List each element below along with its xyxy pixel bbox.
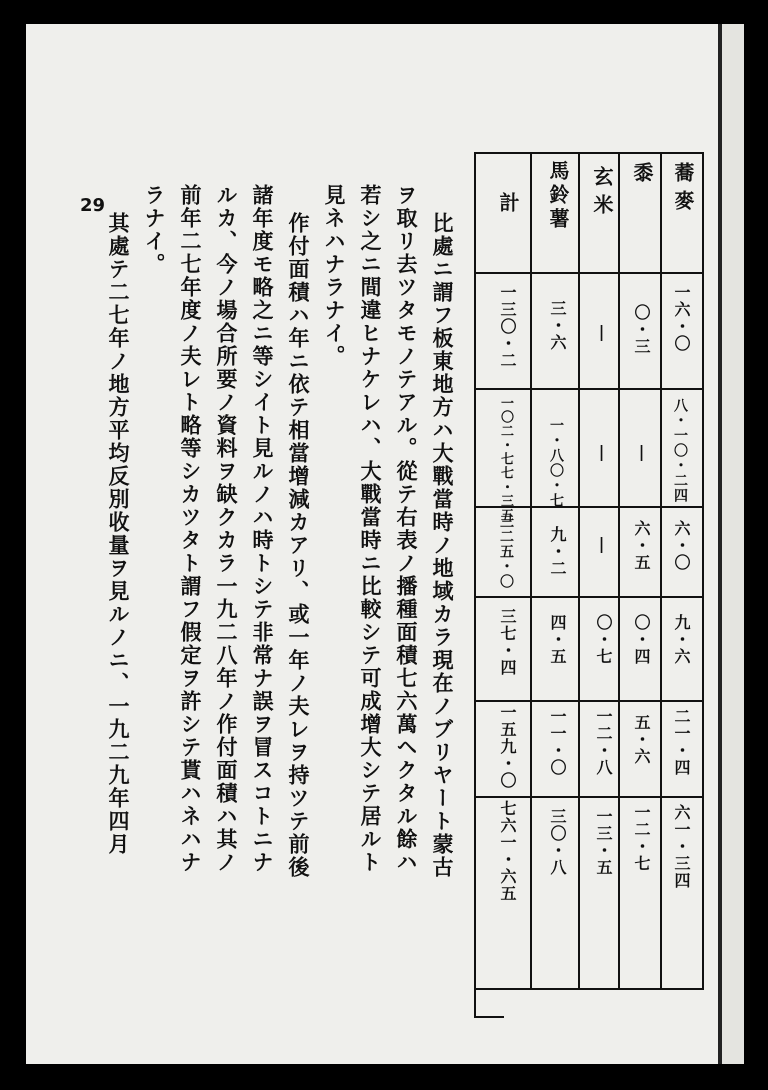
body-text-column: ラナイ。 bbox=[142, 184, 167, 276]
table-cell: | bbox=[632, 442, 651, 462]
table-cell: 六一・三四 bbox=[672, 804, 691, 889]
table-cell: | bbox=[592, 322, 611, 342]
table-cell: 九・六 bbox=[672, 614, 691, 665]
table-column-line bbox=[618, 152, 620, 988]
table-cell: 一五九・〇 bbox=[498, 704, 517, 789]
table-cell: | bbox=[592, 534, 611, 554]
body-text-column: ルカ、今ノ場合所要ノ資料ヲ缺クカラ一九二八年ノ作付面積ハ其ノ bbox=[214, 184, 239, 874]
table-cell: 三二五・〇 bbox=[498, 514, 514, 589]
body-text-column: 作付面積ハ年ニ依テ相當增減カアリ、或一年ノ夫レヲ持ツテ前後 bbox=[286, 212, 311, 879]
table-cell: 一三・五 bbox=[594, 808, 613, 876]
table-cell: 一三〇・二 bbox=[498, 284, 517, 369]
table-border-top bbox=[474, 152, 704, 154]
table-cell: 〇・七 bbox=[594, 614, 613, 665]
table-header: 蕎麥 bbox=[671, 162, 695, 218]
table-cell: 二一・四 bbox=[672, 708, 691, 776]
table-header: 馬鈴薯 bbox=[546, 160, 570, 232]
table-cell: 六・五 bbox=[632, 520, 651, 571]
body-text-column: 諸年度モ略之ニ等シイト見ルノハ時トシテ非常ナ誤ヲ冒スコトニナ bbox=[250, 184, 275, 874]
table-cell: 一六・〇 bbox=[672, 284, 691, 352]
table-cell: 五・六 bbox=[632, 714, 651, 765]
table-cell: 八・一〇・二四 bbox=[672, 398, 688, 503]
table-row-line bbox=[474, 272, 704, 274]
table-corner-mark bbox=[474, 1016, 504, 1018]
table-cell: 〇・三 bbox=[632, 304, 651, 355]
table-row-line bbox=[474, 796, 704, 798]
table-row-line bbox=[474, 388, 704, 390]
body-text-column: 前年二七年度ノ夫レト略等シカツタト謂フ假定ヲ許シテ貰ハネハナ bbox=[178, 184, 203, 874]
table-border-bottom bbox=[474, 988, 704, 990]
body-text-column: 其處テ二七年ノ地方平均反別收量ヲ見ルノニ、一九二九年四月 bbox=[106, 212, 131, 856]
table-border-right bbox=[702, 152, 704, 988]
table-cell: | bbox=[592, 442, 611, 462]
table-cell: 六・〇 bbox=[672, 520, 691, 571]
table-header: 玄米 bbox=[590, 166, 614, 222]
table-cell: 四・五 bbox=[548, 614, 567, 665]
crop-area-table bbox=[474, 152, 704, 1022]
table-cell: 三〇・八 bbox=[548, 808, 567, 876]
table-cell: 九・二 bbox=[548, 526, 567, 577]
table-cell: 七六一・六五 bbox=[498, 800, 517, 902]
table-header: 黍 bbox=[630, 162, 654, 190]
table-cell: 一二・八 bbox=[594, 708, 613, 776]
adjacent-page-margin bbox=[722, 24, 744, 1064]
table-header: 計 bbox=[496, 192, 520, 220]
body-text-column: 見ネハナラナイ。 bbox=[322, 184, 347, 368]
table-cell: 一〇二・七七・三五 bbox=[498, 396, 513, 522]
table-column-line bbox=[660, 152, 662, 988]
body-text-column: 比處ニ謂フ板東地方ハ大戰當時ノ地域カラ現在ノブリヤート蒙古 bbox=[430, 212, 455, 879]
table-cell: 一一・〇 bbox=[548, 708, 567, 776]
table-border-left bbox=[474, 152, 476, 1018]
table-cell: 三・六 bbox=[548, 300, 567, 351]
body-text-column: 若シ之ニ間違ヒナケレハ、大戰當時ニ比較シテ可成增大シテ居ルト bbox=[358, 184, 383, 874]
table-row-line bbox=[474, 700, 704, 702]
table-row-line bbox=[474, 596, 704, 598]
table-cell: 一二・七 bbox=[632, 804, 651, 872]
table-cell: 一・八〇・七 bbox=[548, 418, 564, 508]
body-text-column: ヲ取リ去ツタモノテアル。從テ右表ノ播種面積七六萬ヘクタル餘ハ bbox=[394, 184, 419, 874]
table-cell: 〇・四 bbox=[632, 614, 651, 665]
table-column-line bbox=[530, 152, 532, 988]
table-cell: 三七・四 bbox=[498, 608, 517, 676]
table-column-line bbox=[578, 152, 580, 988]
page-number: 29 bbox=[80, 195, 106, 216]
